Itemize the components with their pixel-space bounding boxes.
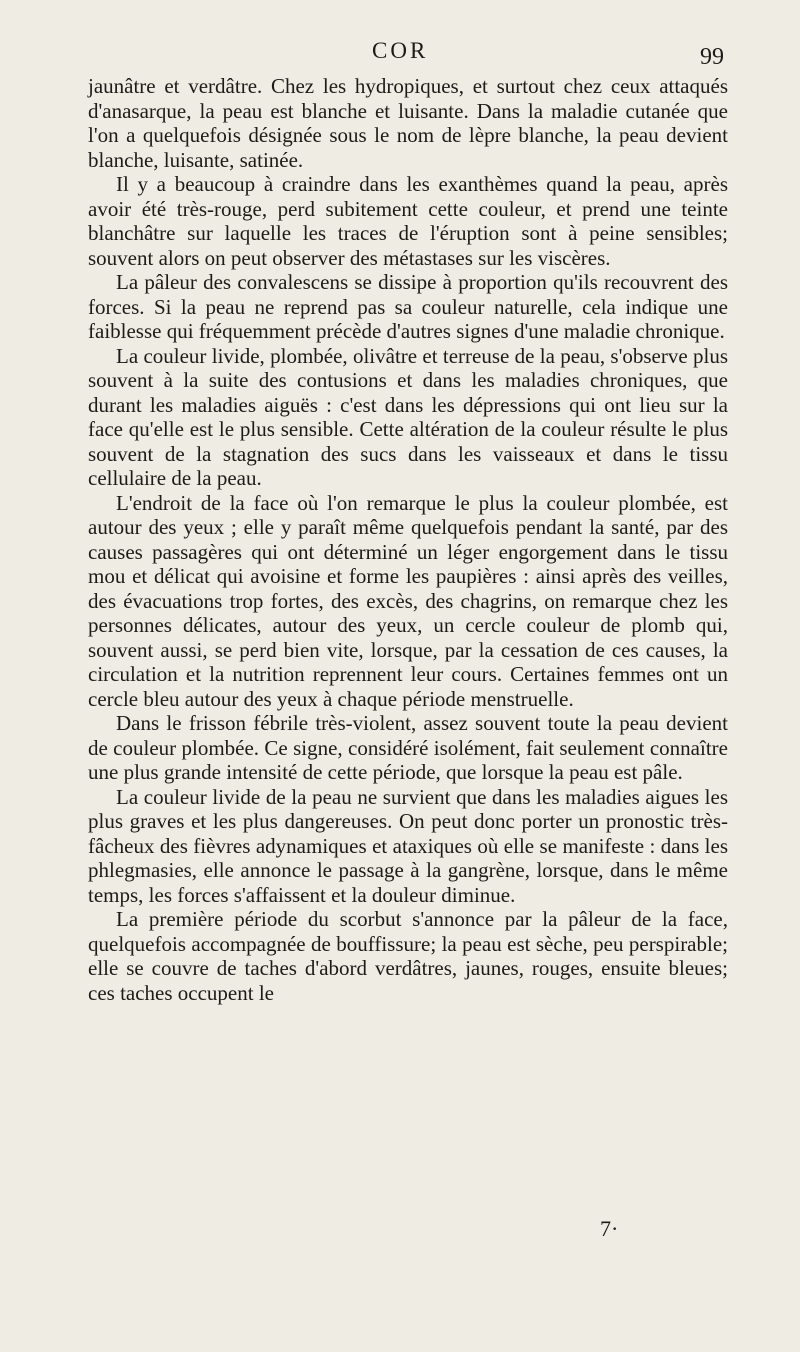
paragraph: Dans le frisson fébrile très-violent, assez souvent toute la peau devient de couleur plombée. Ce signe, considéré isolément, fait seulement connaître une plus grande intensité de cette période, que lorsque la peau est pâle. bbox=[88, 711, 728, 784]
signature-mark: 7· bbox=[600, 1216, 619, 1241]
paragraph: Il y a beaucoup à craindre dans les exanthèmes quand la peau, après avoir été très-rouge, perd subitement cette couleur, et prend une teinte blanchâtre sur laquelle les traces de l'éruption sont à peine sensibles; souvent alors on peut observer des métastases sur les viscères. bbox=[88, 172, 728, 270]
paragraph: La couleur livide de la peau ne survient que dans les maladies aigues les plus graves et les plus dangereuses. On peut donc porter un pronostic très-fâcheux des fièvres adynamiques et ataxiques où elle se manifeste : dans les phlegmasies, elle annonce le passage à la gangrène, lorsque, dans le même temps, les forces s'affaissent et la douleur diminue. bbox=[88, 784, 728, 907]
paragraph: jaunâtre et verdâtre. Chez les hydropiques, et surtout chez ceux attaqués d'anasarque, la peau est blanche et luisante. Dans la maladie cutanée que l'on a quelquefois désignée sous le nom de lèpre blanche, la peau devient blanche, luisante, satinée. bbox=[88, 74, 728, 172]
paragraph: La première période du scorbut s'annonce par la pâleur de la face, quelquefois accompagnée de bouffissure; la peau est sèche, peu perspirable; elle se couvre de taches d'abord verdâtres, jaunes, rouges, ensuite bleues; ces taches occupent le bbox=[88, 907, 728, 1005]
paragraph: La couleur livide, plombée, olivâtre et terreuse de la peau, s'observe plus souvent à la suite des contusions et dans les maladies chroniques, que durant les maladies aiguës : c'est dans les dépressions qui ont lieu sur la face qu'elle est le plus sensible. Cette altération de la couleur résulte le plus souvent de la stagnation des sucs dans les vaisseaux et dans le tissu cellulaire de la peau. bbox=[88, 343, 728, 490]
running-head bbox=[0, 38, 800, 68]
page-number: 99 bbox=[700, 44, 724, 70]
paragraph: L'endroit de la face où l'on remarque le plus la couleur plombée, est autour des yeux ; elle y paraît même quelquefois pendant la santé, par des causes passagères qui ont déterminé un léger engorgement dans le tissu mou et délicat qui avoisine et forme les paupières : ainsi après des veilles, des évacuations trop fortes, des excès, des chagrins, on remarque chez les personnes délicates, autour des yeux, un cercle couleur de plomb qui, souvent aussi, se perd bien vite, lorsque, par la cessation de ces causes, la circulation et la nutrition reprennent leur cours. Certaines femmes ont un cercle bleu autour des yeux à chaque période menstruelle. bbox=[88, 490, 728, 711]
running-head-title: COR bbox=[372, 38, 429, 63]
paragraph: La pâleur des convalescens se dissipe à proportion qu'ils recouvrent des forces. Si la peau ne reprend pas sa couleur naturelle, cela indique une faiblesse qui fréquemment précède d'autres signes d'une maladie chronique. bbox=[88, 270, 728, 343]
body-text bbox=[88, 74, 728, 1005]
